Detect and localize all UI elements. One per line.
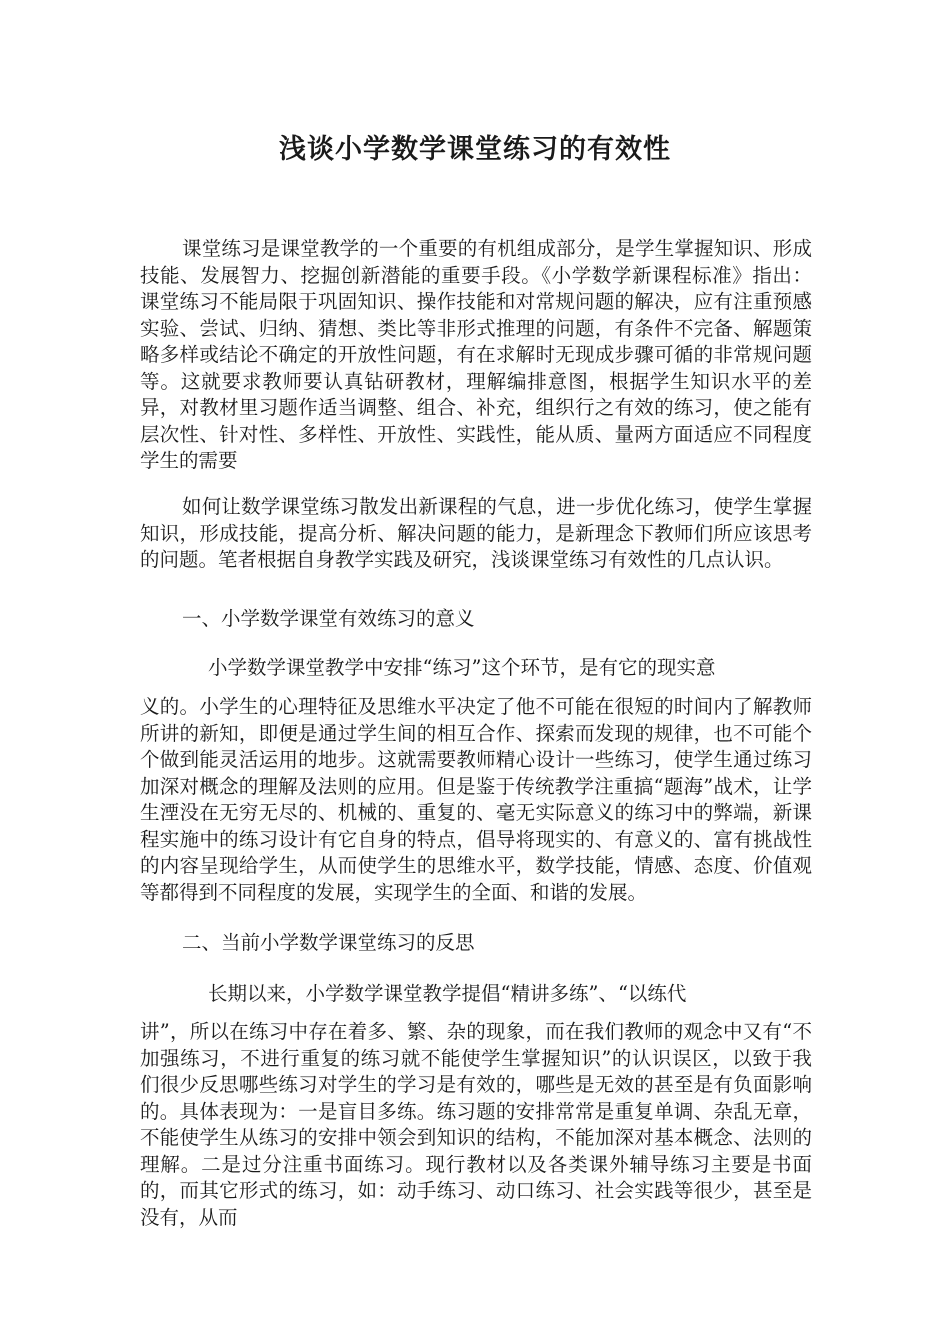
paragraph-intro: 课堂练习是课堂教学的一个重要的有机组成部分，是学生掌握知识、形成技能、发展智力、挖掘创新潜能的重要手段。《小学数学新课程标准》指出：课堂练习不能局限于巩固知识、操作技能和对常规问题的解决，应有注重预感实验、尝试、归纳、猜想、类比等非形式推理的问题，有条件不完备、解题策略多样或结论不确定的开放性问题，有在求解时无现成步骤可循的非常规问题等。这就要求教师要认真钻研教材，理解编排意图，根据学生知识水平的差异，对教材里习题作适当调整、组合、补充，组织行之有效的练习，使之能有层次性、针对性、多样性、开放性、实践性，能从质、量两方面适应不同程度学生的需要 — [140, 237, 812, 472]
paragraph-reflection: 讲”，所以在练习中存在着多、繁、杂的现象，而在我们教师的观念中又有“不加强练习，不进行重复的练习就不能使学生掌握知识”的认识误区，以致于我们很少反思哪些练习对学生的学习是有效的，哪些是无效的甚至是有负面影响的。具体表现为：一是盲目多练。练习题的安排常常是重复单调、杂乱无章，不能使学生从练习的安排中领会到知识的结构，不能加深对基本概念、法则的理解。二是过分注重书面练习。现行教材以及各类课外辅导练习主要是书面的，而其它形式的练习，如：动手练习、动口练习、社会实践等很少，甚至是没有，从而 — [140, 1020, 812, 1229]
section-heading-1: 一、小学数学课堂有效练习的意义 — [182, 607, 475, 630]
document-title: 浅谈小学数学课堂练习的有效性 — [279, 134, 671, 165]
paragraph-significance-first-line: 小学数学课堂教学中安排“练习”这个环节，是有它的现实意 — [208, 656, 716, 679]
section-heading-2: 二、当前小学数学课堂练习的反思 — [182, 931, 475, 954]
paragraph-reflection-first-line: 长期以来，小学数学课堂教学提倡“精讲多练”、“以练代 — [208, 982, 687, 1005]
paragraph-significance: 义的。小学生的心理特征及思维水平决定了他不可能在很短的时间内了解教师所讲的新知，即便是通过学生间的相互合作、探索而发现的规律，也不可能个个做到能灵活运用的地步。这就需要教师精心设计一些练习，使学生通过练习加深对概念的理解及法则的应用。但是鉴于传统教学注重搞“题海”战术，让学生湮没在无穷无尽的、机械的、重复的、毫无实际意义的练习中的弊端，新课程实施中的练习设计有它自身的特点，倡导将现实的、有意义的、富有挑战性的内容呈现给学生，从而使学生的思维水平，数学技能，情感、态度、价值观等都得到不同程度的发展，实现学生的全面、和谐的发展。 — [140, 695, 812, 904]
paragraph-purpose: 如何让数学课堂练习散发出新课程的气息，进一步优化练习，使学生掌握知识，形成技能，提高分析、解决问题的能力，是新理念下教师们所应该思考的问题。笔者根据自身教学实践及研究，浅谈课堂练习有效性的几点认识。 — [140, 495, 812, 571]
